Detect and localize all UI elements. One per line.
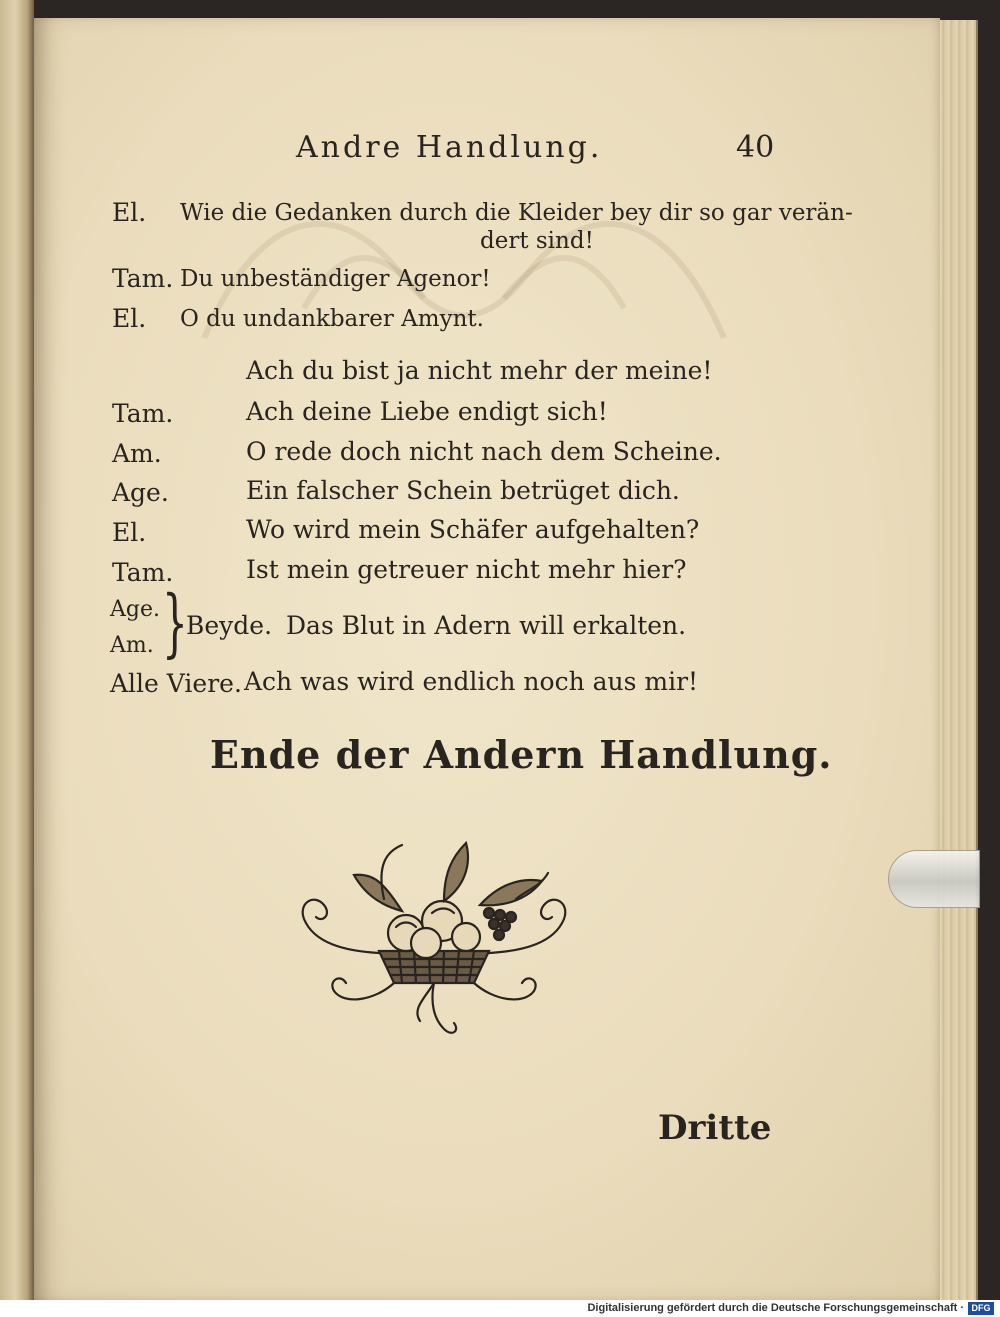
speaker-label: Age. [112, 478, 169, 507]
dfg-logo: DFG [968, 1302, 994, 1315]
aria-line: O rede doch nicht nach dem Scheine. [246, 437, 722, 466]
finale-line: Ach was wird endlich noch aus mir! [244, 667, 699, 696]
dialogue-line: dert sind! [480, 228, 594, 254]
duet-speaker-label: Age. [110, 597, 160, 622]
dialogue-line: Du unbeständiger Agenor! [180, 266, 491, 292]
duet-speaker-label: Am. [110, 633, 154, 658]
speaker-label: El. [112, 198, 147, 227]
aria-line: Ach deine Liebe endigt sich! [246, 397, 608, 426]
dialogue-line: Wie die Gedanken durch die Kleider bey dir so gar verän- [180, 200, 853, 226]
dialogue-line: O du undankbarer Amynt. [180, 306, 484, 332]
page-clip [888, 850, 980, 908]
funding-credit: Digitalisierung gefördert durch die Deutsche Forschungsgemeinschaft · [587, 1302, 964, 1314]
catchword: Dritte [658, 1108, 772, 1148]
page-number: 40 [736, 130, 775, 165]
speaker-label: Tam. [112, 558, 174, 587]
speaker-label: El. [112, 304, 147, 333]
page-header [34, 130, 940, 174]
duet-line: Das Blut in Adern will erkalten. [286, 611, 687, 640]
book-page [34, 18, 940, 1300]
duet-label: Beyde. [186, 611, 273, 640]
speaker-label: El. [112, 518, 147, 547]
aria-line: Wo wird mein Schäfer aufgehalten? [246, 515, 700, 544]
brace-icon: } [162, 580, 188, 666]
end-of-act-heading: Ende der Andern Handlung. [210, 732, 833, 777]
fruit-basket-ornament-icon [284, 833, 584, 1043]
running-title: Andre Handlung. [296, 130, 603, 165]
speaker-label: Alle Viere. [110, 669, 242, 698]
previous-page-edge [0, 0, 34, 1300]
aria-line: Ach du bist ja nicht mehr der meine! [246, 356, 713, 385]
speaker-label: Tam. [112, 264, 174, 293]
speaker-label: Am. [112, 439, 162, 468]
speaker-label: Tam. [112, 399, 174, 428]
aria-line: Ist mein getreuer nicht mehr hier? [246, 555, 687, 584]
aria-line: Ein falscher Schein betrüget dich. [246, 476, 680, 505]
